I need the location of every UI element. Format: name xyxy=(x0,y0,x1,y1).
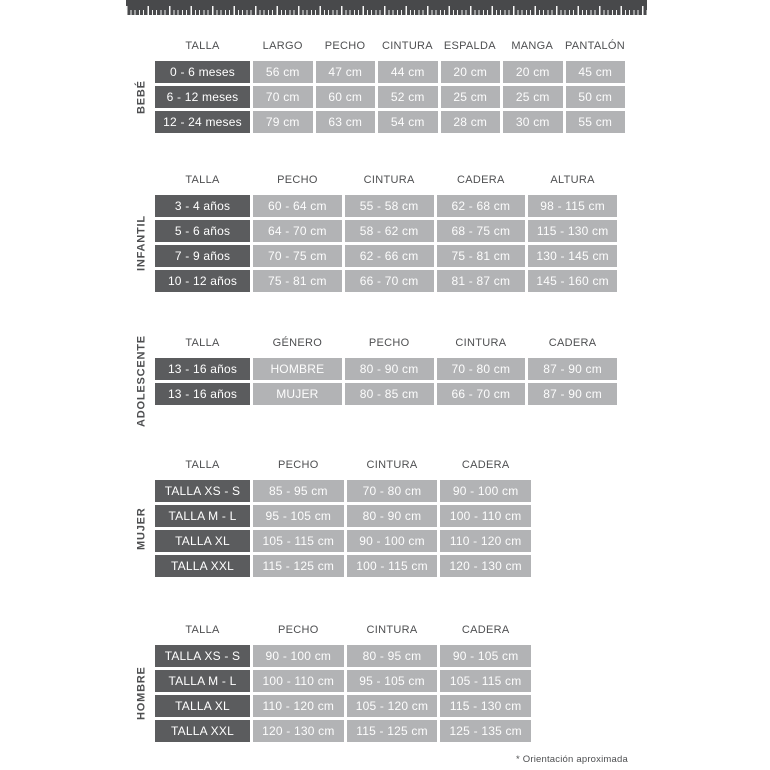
value-cell: 55 - 58 cm xyxy=(345,195,434,217)
value-cell: 75 - 81 cm xyxy=(437,245,526,267)
value-cell: 60 - 64 cm xyxy=(253,195,342,217)
row-label-cell: 5 - 6 años xyxy=(155,220,250,242)
row-label-cell: 7 - 9 años xyxy=(155,245,250,267)
table-body xyxy=(155,358,617,405)
value-cell: 95 - 105 cm xyxy=(253,505,344,527)
value-cell: 100 - 110 cm xyxy=(253,670,344,692)
value-cell: 62 - 68 cm xyxy=(437,195,526,217)
row-label-cell: TALLA M - L xyxy=(155,505,250,527)
row-label-cell: 12 - 24 meses xyxy=(155,111,250,133)
value-cell: 62 - 66 cm xyxy=(345,245,434,267)
value-cell: MUJER xyxy=(253,383,342,405)
value-cell: 56 cm xyxy=(253,61,313,83)
value-cell: 90 - 100 cm xyxy=(440,480,531,502)
value-cell: 20 cm xyxy=(503,61,563,83)
value-cell: 87 - 90 cm xyxy=(528,358,617,380)
column-header: CINTURA xyxy=(366,459,418,471)
table-body xyxy=(155,480,531,577)
row-label-cell: TALLA M - L xyxy=(155,670,250,692)
value-cell: 110 - 120 cm xyxy=(253,695,344,717)
table-body xyxy=(155,645,531,742)
value-cell: 44 cm xyxy=(378,61,438,83)
row-label-cell: 10 - 12 años xyxy=(155,270,250,292)
value-cell: 80 - 90 cm xyxy=(347,505,438,527)
column-header: GÉNERO xyxy=(272,337,323,349)
size-table-section-mujer xyxy=(135,456,531,577)
column-header: MANGA xyxy=(511,40,554,52)
row-label-cell: TALLA XXL xyxy=(155,555,250,577)
value-cell: 45 cm xyxy=(566,61,626,83)
column-header: PECHO xyxy=(324,40,366,52)
section-label-infantil: INFANTIL xyxy=(135,215,148,272)
value-cell: 120 - 130 cm xyxy=(253,720,344,742)
value-cell: 58 - 62 cm xyxy=(345,220,434,242)
value-cell: 145 - 160 cm xyxy=(528,270,617,292)
value-cell: 50 cm xyxy=(566,86,626,108)
value-cell: 120 - 130 cm xyxy=(440,555,531,577)
ruler-graphic xyxy=(126,0,647,15)
value-cell: 95 - 105 cm xyxy=(347,670,438,692)
value-cell: 28 cm xyxy=(441,111,501,133)
value-cell: 125 - 135 cm xyxy=(440,720,531,742)
column-header: TALLA xyxy=(185,174,220,186)
column-header: CADERA xyxy=(548,337,597,349)
value-cell: 90 - 100 cm xyxy=(253,645,344,667)
table-header-row xyxy=(155,171,617,189)
value-cell: 54 cm xyxy=(378,111,438,133)
column-header: CADERA xyxy=(461,624,510,636)
column-header: CINTURA xyxy=(363,174,415,186)
value-cell: 80 - 90 cm xyxy=(345,358,434,380)
value-cell: 20 cm xyxy=(441,61,501,83)
value-cell: 64 - 70 cm xyxy=(253,220,342,242)
table-header-row xyxy=(155,456,531,474)
value-cell: 90 - 105 cm xyxy=(440,645,531,667)
value-cell: 70 - 75 cm xyxy=(253,245,342,267)
table-header-row xyxy=(155,334,617,352)
value-cell: 30 cm xyxy=(503,111,563,133)
value-cell: 52 cm xyxy=(378,86,438,108)
value-cell: 55 cm xyxy=(566,111,626,133)
section-label-hombre: HOMBRE xyxy=(135,666,148,721)
value-cell: 98 - 115 cm xyxy=(528,195,617,217)
value-cell: 80 - 95 cm xyxy=(347,645,438,667)
section-label-mujer: MUJER xyxy=(135,507,148,550)
column-header: PECHO xyxy=(278,459,319,471)
row-label-cell: TALLA XS - S xyxy=(155,480,250,502)
column-header: PECHO xyxy=(277,174,318,186)
row-label-cell: 0 - 6 meses xyxy=(155,61,250,83)
value-cell: 80 - 85 cm xyxy=(345,383,434,405)
size-table-section-adolescente xyxy=(135,334,617,428)
column-header: ALTURA xyxy=(550,174,595,186)
column-header: CINTURA xyxy=(366,624,418,636)
value-cell: 115 - 130 cm xyxy=(440,695,531,717)
value-cell: 110 - 120 cm xyxy=(440,530,531,552)
value-cell: 100 - 110 cm xyxy=(440,505,531,527)
value-cell: 90 - 100 cm xyxy=(347,530,438,552)
column-header: TALLA xyxy=(185,40,220,52)
value-cell: 130 - 145 cm xyxy=(528,245,617,267)
table-body xyxy=(155,195,617,292)
column-header: CADERA xyxy=(461,459,510,471)
value-cell: 25 cm xyxy=(441,86,501,108)
value-cell: 63 cm xyxy=(316,111,376,133)
row-label-cell: 6 - 12 meses xyxy=(155,86,250,108)
value-cell: 66 - 70 cm xyxy=(345,270,434,292)
size-table-section-hombre xyxy=(135,621,531,742)
row-label-cell: 13 - 16 años xyxy=(155,358,250,380)
row-label-cell: TALLA XXL xyxy=(155,720,250,742)
value-cell: HOMBRE xyxy=(253,358,342,380)
column-header: ESPALDA xyxy=(443,40,496,52)
value-cell: 25 cm xyxy=(503,86,563,108)
value-cell: 105 - 115 cm xyxy=(440,670,531,692)
row-label-cell: TALLA XS - S xyxy=(155,645,250,667)
value-cell: 66 - 70 cm xyxy=(437,383,526,405)
column-header: CADERA xyxy=(457,174,505,186)
value-cell: 100 - 115 cm xyxy=(347,555,438,577)
column-header: PANTALÓN xyxy=(564,40,625,52)
value-cell: 70 - 80 cm xyxy=(347,480,438,502)
table-body xyxy=(155,61,625,133)
value-cell: 105 - 120 cm xyxy=(347,695,438,717)
row-label-cell: 3 - 4 años xyxy=(155,195,250,217)
section-label-adolescente: ADOLESCENTE xyxy=(135,335,148,428)
value-cell: 79 cm xyxy=(253,111,313,133)
table-header-row xyxy=(155,621,531,639)
value-cell: 81 - 87 cm xyxy=(437,270,526,292)
column-header: TALLA xyxy=(185,337,220,349)
column-header: CINTURA xyxy=(381,40,433,52)
row-label-cell: TALLA XL xyxy=(155,530,250,552)
size-table-section-bebe xyxy=(135,37,625,133)
value-cell: 60 cm xyxy=(316,86,376,108)
column-header: CINTURA xyxy=(455,337,507,349)
table-header-row xyxy=(155,37,625,55)
value-cell: 85 - 95 cm xyxy=(253,480,344,502)
column-header: TALLA xyxy=(185,624,220,636)
value-cell: 105 - 115 cm xyxy=(253,530,344,552)
value-cell: 115 - 125 cm xyxy=(347,720,438,742)
value-cell: 68 - 75 cm xyxy=(437,220,526,242)
column-header: TALLA xyxy=(185,459,220,471)
value-cell: 47 cm xyxy=(316,61,376,83)
value-cell: 115 - 125 cm xyxy=(253,555,344,577)
column-header: LARGO xyxy=(262,40,303,52)
column-header: PECHO xyxy=(368,337,410,349)
row-label-cell: 13 - 16 años xyxy=(155,383,250,405)
value-cell: 75 - 81 cm xyxy=(253,270,342,292)
value-cell: 115 - 130 cm xyxy=(528,220,617,242)
section-label-bebe: BEBÉ xyxy=(135,80,148,114)
approximation-footnote: * Orientación aproximada xyxy=(516,754,628,765)
value-cell: 87 - 90 cm xyxy=(528,383,617,405)
value-cell: 70 - 80 cm xyxy=(437,358,526,380)
row-label-cell: TALLA XL xyxy=(155,695,250,717)
column-header: PECHO xyxy=(278,624,319,636)
size-table-section-infantil xyxy=(135,171,617,292)
value-cell: 70 cm xyxy=(253,86,313,108)
